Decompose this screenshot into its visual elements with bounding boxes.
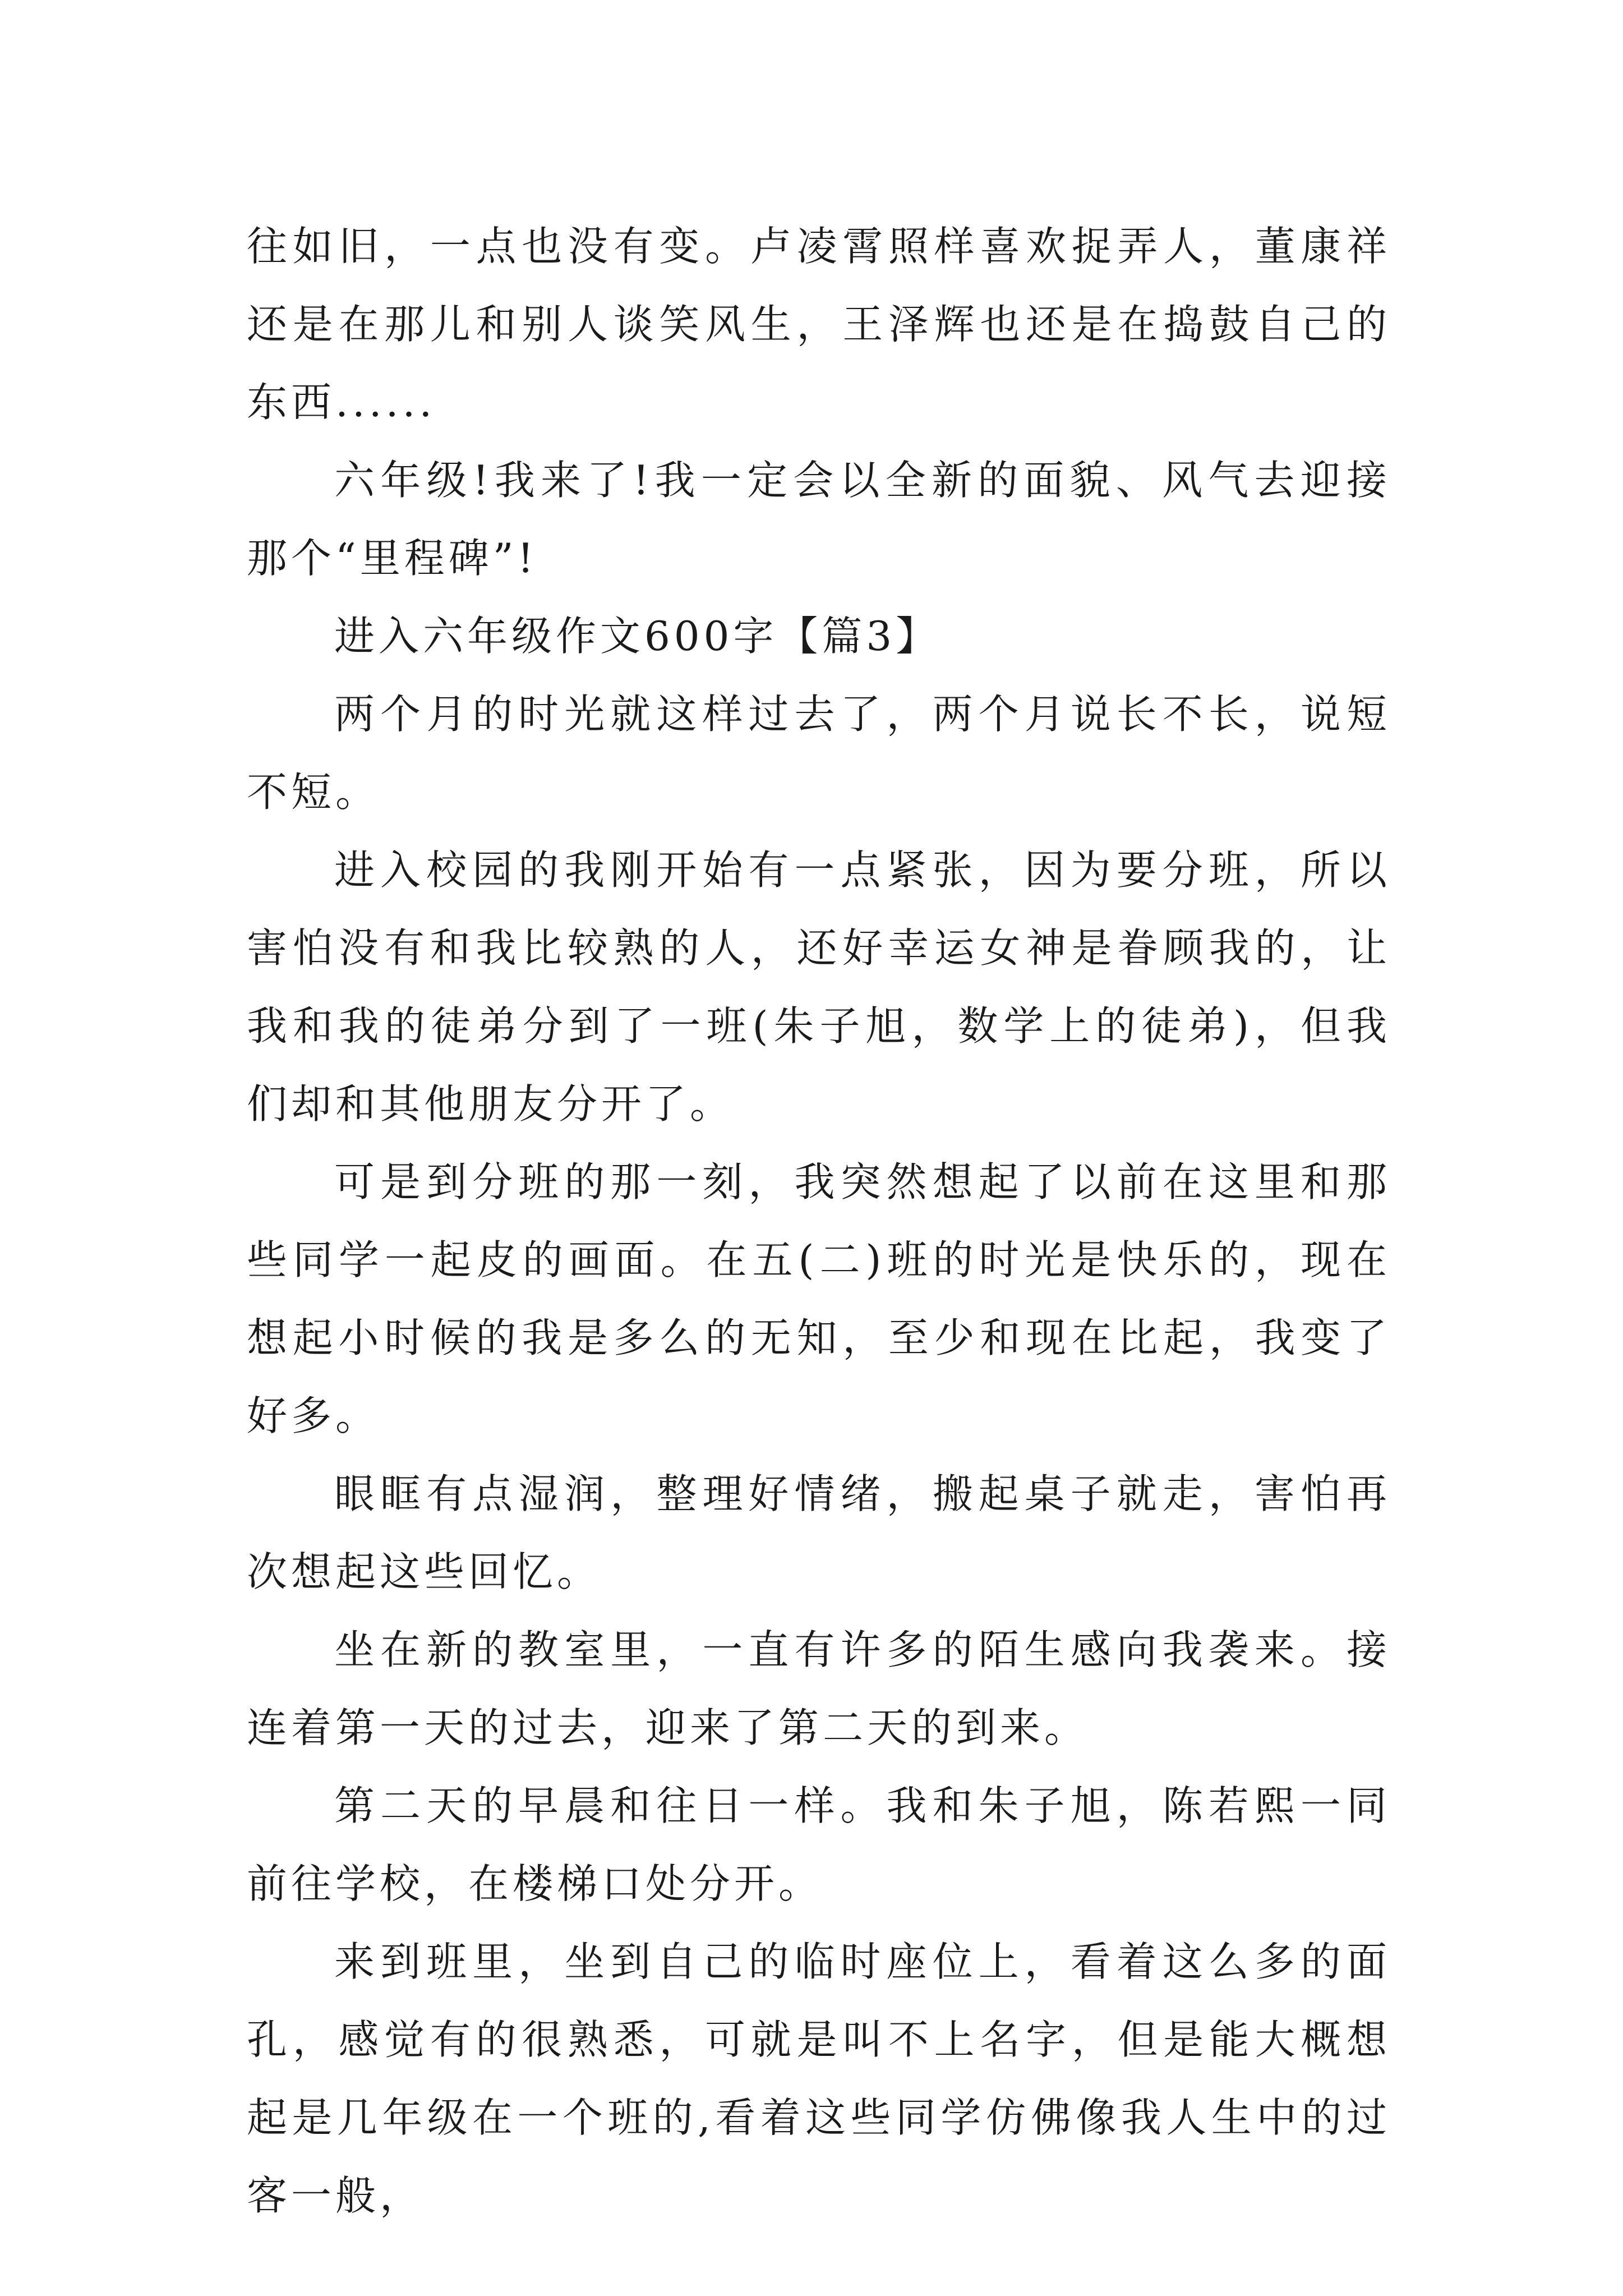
document-body <box>247 208 1391 2235</box>
paragraph-sixth-grade-here: 六年级!我来了!我一定会以全新的面貌、风气去迎接那个“里程碑”! <box>247 457 1391 582</box>
paragraph-second-day: 第二天的早晨和往日一样。我和朱子旭，陈若熙一同前往学校，在楼梯口处分开。 <box>247 1782 1391 1907</box>
paragraph-two-months: 两个月的时光就这样过去了，两个月说长不长，说短不短。 <box>247 691 1391 816</box>
paragraph-arriving-class: 来到班里，坐到自己的临时座位上，看着这么多的面孔，感觉有的很熟悉，可就是叫不上名字，但是能大概想起是几年级在一个班的,看着这些同学仿佛像我人生中的过客一般， <box>247 1938 1391 2219</box>
section-heading: 进入六年级作文600字【篇3】 <box>334 613 940 660</box>
paragraph-class-division: 可是到分班的那一刻，我突然想起了以前在这里和那些同学一起皮的画面。在五(二)班的时光是快乐的，现在想起小时候的我是多么的无知，至少和现在比起，我变了好多。 <box>247 1158 1391 1439</box>
paragraph-teary-eyes: 眼眶有点湿润，整理好情绪，搬起桌子就走，害怕再次想起这些回忆。 <box>247 1470 1391 1595</box>
paragraph-continuation: 往如旧，一点也没有变。卢凌霄照样喜欢捉弄人，董康祥还是在那儿和别人谈笑风生，王泽辉也还是在捣鼓自己的东西...... <box>247 223 1391 426</box>
paragraph-new-classroom: 坐在新的教室里，一直有许多的陌生感向我袭来。接连着第一天的过去，迎来了第二天的到来。 <box>247 1626 1391 1751</box>
paragraph-entering-campus: 进入校园的我刚开始有一点紧张，因为要分班，所以害怕没有和我比较熟的人，还好幸运女神是眷顾我的，让我和我的徒弟分到了一班(朱子旭，数学上的徒弟)，但我们却和其他朋友分开了。 <box>247 846 1391 1128</box>
